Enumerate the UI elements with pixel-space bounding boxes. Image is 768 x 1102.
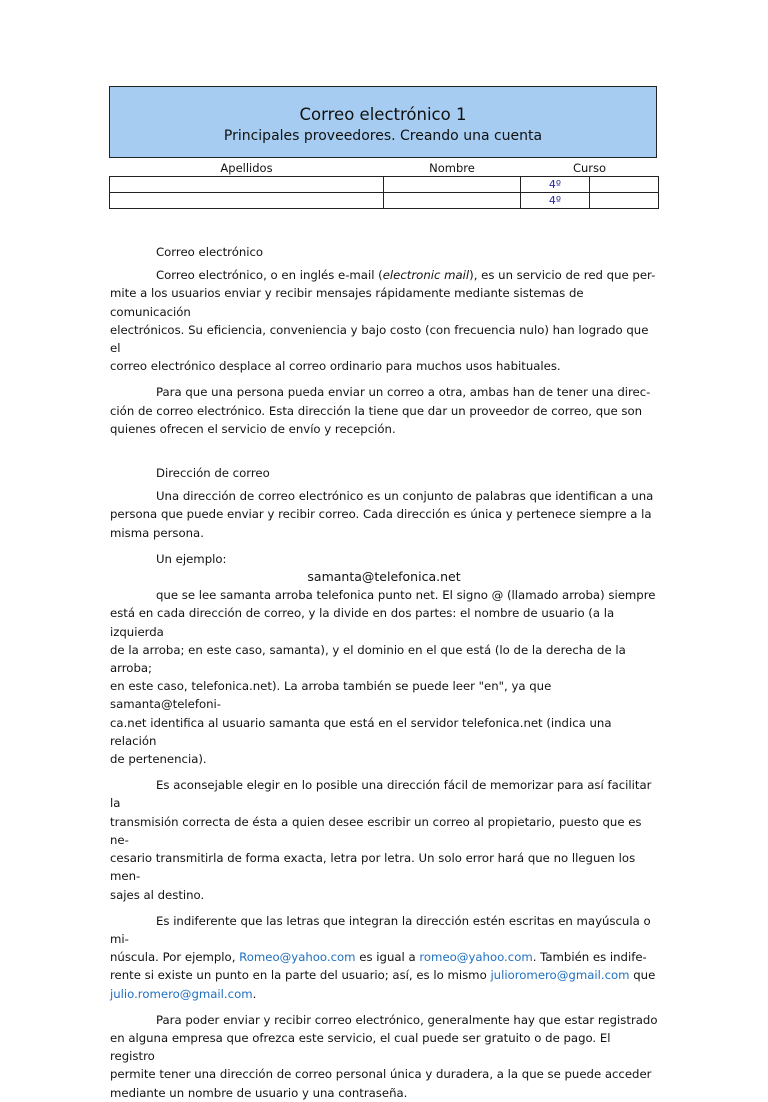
example-email: samanta@telefonica.net bbox=[307, 569, 461, 585]
student-info-table bbox=[109, 159, 659, 209]
email-link-julioromero[interactable]: julioromero@gmail.com bbox=[490, 968, 630, 983]
email-link-julio-romero[interactable]: julio.romero@gmail.com bbox=[110, 986, 253, 1001]
column-header-curso: Curso bbox=[572, 160, 607, 175]
paragraph-mayusculas: Es indiferente que las letras que integran la dirección estén escritas en mayúscula o mi- núscula. Por ejemplo, Romeo@yahoo.com es igual a romeo@yahoo.com. También es indife- rente si existe un punto en la parte del usuario; así, es lo mismo julioromero@gmail.com que julio.romero@gmail.com. bbox=[110, 913, 656, 1001]
paragraph-registro: Para poder enviar y recibir correo electrónico, generalmente hay que estar registrado en alguna empresa que ofrezca este servicio, el cual puede ser gratuito o de pago. El registro permite tener una dirección de correo personal única y duradera, a la que se puede acceder mediante un nombre de usuario y una contraseña. bbox=[110, 1012, 658, 1100]
nombre-field[interactable] bbox=[384, 193, 521, 209]
page-subtitle: Principales proveedores. Creando una cuenta bbox=[223, 128, 543, 144]
grupo-field[interactable] bbox=[590, 177, 659, 193]
column-header-nombre: Nombre bbox=[429, 160, 475, 175]
header-banner bbox=[109, 86, 657, 158]
document-body bbox=[110, 243, 658, 1102]
section-heading-correo: Correo electrónico bbox=[156, 245, 264, 259]
section-heading-direccion: Dirección de correo bbox=[156, 466, 270, 481]
email-link-romeo-upper[interactable]: Romeo@yahoo.com bbox=[239, 950, 356, 965]
grupo-field[interactable] bbox=[590, 193, 659, 209]
table-header-row bbox=[110, 159, 659, 177]
paragraph-aconsejable: Es aconsejable elegir en lo posible una dirección fácil de memorizar para así facilitar la transmisión correcta de ésta a quien desee escribir un correo al propietario, puesto que es ne- cesario transmitirla de forma exacta, letra por letra. Un solo error hará que no lleguen los men- sajes al destino. bbox=[110, 778, 652, 902]
page-title: Correo electrónico 1 bbox=[299, 105, 467, 124]
curso-cell: 4º bbox=[521, 177, 590, 193]
table-row bbox=[110, 177, 659, 193]
email-link-romeo-lower[interactable]: romeo@yahoo.com bbox=[419, 950, 533, 965]
paragraph-intro: Correo electrónico, o en inglés e-mail (electronic mail), es un servicio de red que per- mite a los usuarios enviar y recibir mensajes rápidamente mediante sistemas de comunicación electrónicos. Su eficiencia, conveniencia y bajo costo (con frecuencia nulo) han logrado que el correo electrónico desplace al correo ordinario para muchos usos habituales. bbox=[110, 268, 656, 374]
emphasis-text: electronic mail bbox=[382, 268, 470, 283]
apellidos-field[interactable] bbox=[110, 193, 384, 209]
example-label: Un ejemplo: bbox=[156, 551, 227, 566]
paragraph-definicion: Una dirección de correo electrónico es un conjunto de palabras que identifican a una persona que puede enviar y recibir correo. Cada dirección es única y pertenece siempre a la misma persona. bbox=[110, 489, 654, 540]
paragraph-arroba: que se lee samanta arroba telefonica punto net. El signo @ (llamado arroba) siempre está en cada dirección de correo, y la divide en dos partes: el nombre de usuario (a la izquierda de la arroba; en este caso, samanta), y el dominio en el que está (lo de la derecha de la arroba; en este caso, telefonica.net). La arroba también se puede leer "en", ya que samanta@telefoni- ca.net identifica al usuario samanta que está en el servidor telefonica.net (indica una relación de pertenencia). bbox=[110, 588, 656, 767]
table-row bbox=[110, 193, 659, 209]
nombre-field[interactable] bbox=[384, 177, 521, 193]
paragraph-proveedor: Para que una persona pueda enviar un correo a otra, ambas han de tener una direc- ción de correo electrónico. Esta dirección la tiene que dar un proveedor de correo, que son quienes ofrecen el servicio de envío y recepción. bbox=[110, 385, 651, 436]
column-header-apellidos: Apellidos bbox=[220, 160, 273, 175]
apellidos-field[interactable] bbox=[110, 177, 384, 193]
curso-cell: 4º bbox=[521, 193, 590, 209]
